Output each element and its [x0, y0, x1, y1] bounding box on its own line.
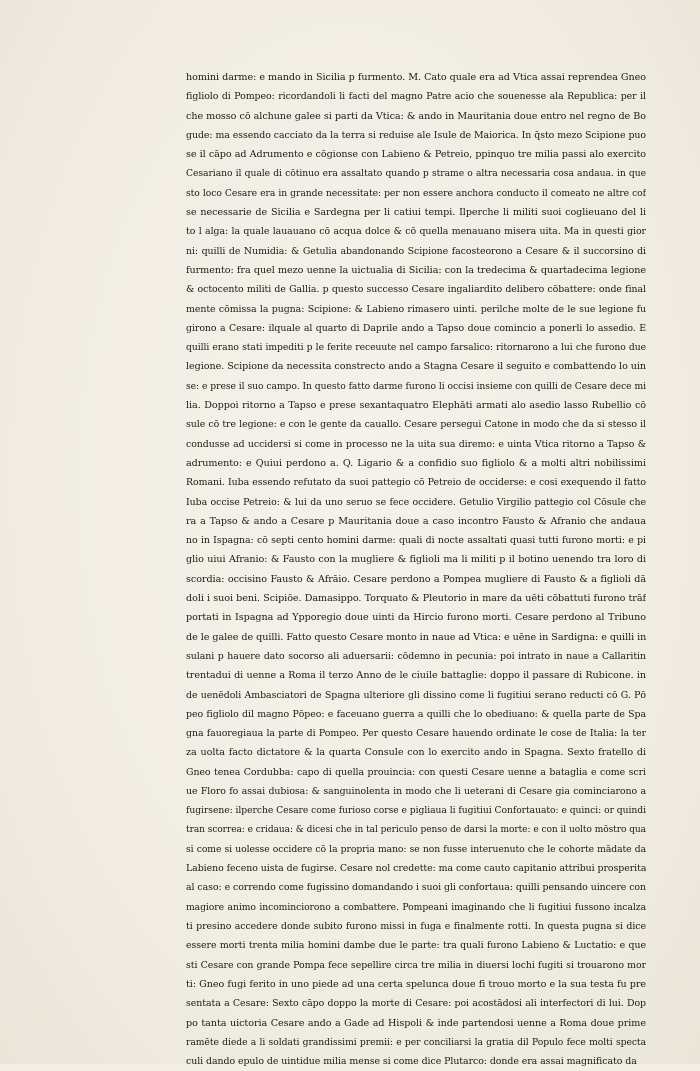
text-line: za uolta facto dictatore & la quarta Consule con lo exercito ando in Spagna. Sexto fratello di — [186, 747, 646, 759]
text-line: Labieno feceno uista de fugirse. Cesare nol credette: ma come cauto capitanio attribui prosperita — [186, 863, 646, 875]
text-line: girono a Cesare: ilquale al quarto di Daprile ando a Tapso doue comincio a ponerli lo assedio. E — [186, 322, 646, 334]
text-line: ti presino accedere donde subito furono missi in fuga e finalmente rotti. In questa pugna si dice — [186, 921, 646, 933]
text-line: po tanta uictoria Cesare ando a Gade ad Hispoli & inde partendosi uenne a Roma doue prime — [186, 1017, 646, 1029]
text-line: mente cōmissa la pugna: Scipione: & Labieno rimasero uinti. perilche molte de le sue legione fu — [186, 303, 646, 315]
text-line: che mosso cō alchune galee si parti da Vtica: & ando in Mauritania doue entro nel regno de Bo — [186, 110, 646, 122]
text-line: lia. Doppoi ritorno a Tapso e prese sexantaquatro Elephāti armati alo asedio lasso Rubellio cō — [186, 400, 646, 412]
text-line: sto loco Cesare era in grande necessitate: per non essere anchora conducto il comeato ne altre cof — [186, 187, 646, 199]
text-line: to l alga: la quale lauauano cō acqua dolce & cō quella menauano misera uita. Ma in questi gior — [186, 226, 646, 238]
text-line: ue Floro fo assai dubiosa: & sanguinolenta in modo che li ueterani di Cesare gia cominciarono a — [186, 785, 646, 797]
text-line: culi dando epulo de uintidue milia mense si come dice Plutarco: donde era assai magnificato da — [186, 1056, 637, 1068]
text-line: de uenēdoli Ambasciatori de Spagna ulteriore gli dissino come li fugitiui serano reducti cō G. Pō — [186, 689, 646, 701]
text-line: doli i suoi beni. Scipiōe. Damasippo. Torquato & Pleutorio in mare da uēti cōbattuti furono trāf — [186, 593, 646, 605]
text-line: Gneo tenea Cordubba: capo di quella prouincia: con questi Cesare uenne a bataglia e come scri — [186, 766, 646, 778]
text-line: al caso: e correndo come fugissino domandando i suoi gli confortaua: quilli pensando uincere con — [186, 882, 646, 894]
text-line: sulani p hauere dato socorso ali aduersarii: cōdemno in pecunia: poi intrato in naue a Callaritin — [186, 650, 646, 662]
text-line: de le galee de quilli. Fatto questo Cesare monto in naue ad Vtica: e uēne in Sardigna: e quilli in — [186, 631, 646, 643]
body-text — [186, 68, 646, 1071]
text-line: fugirsene: ilperche Cesare come furioso corse e pigliaua li fugitiui Confortauato: e quinci: or quindi — [186, 805, 646, 817]
text-line: essere morti trenta milia homini dambe due le parte: tra quali furono Labieno & Luctatio: e que — [186, 940, 646, 952]
text-line: Iuba occise Petreio: & lui da uno seruo se fece occidere. Getulio Virgilio pattegio col Cōsule che — [186, 496, 646, 508]
text-line: ramēte diede a li soldati grandissimi premii: e per conciliarsi la gratia dil Populo fece molti specta — [186, 1036, 646, 1048]
text-line: portati in Ispagna ad Ypporegio doue uinti da Hircio furono morti. Cesare perdono al Tribuno — [186, 612, 646, 624]
text-line: se necessarie de Sicilia e Sardegna per li catiui tempi. Ilperche li militi suoi coglieuano del li — [186, 207, 646, 219]
text-line: se: e prese il suo campo. In questo fatto darme furono li occisi insieme con quilli de Cesare dece mi — [186, 380, 646, 392]
text-line: scordia: occisino Fausto & Afrāio. Cesare perdono a Pompea mugliere di Fausto & a figlioli dā — [186, 573, 646, 585]
text-line: magiore animo incominciorono a combattere. Pompeani imaginando che li fugitiui fussono incalza — [186, 901, 646, 913]
text-line: trentadui di uenne a Roma il terzo Anno de le ciuile battaglie: doppo il passare di Rubicone. in — [186, 670, 646, 682]
text-line: Romani. Iuba essendo refutato da suoi pattegio cō Petreio de occiderse: e cosi exequendo il fatto — [186, 477, 646, 489]
text-line: figliolo di Pompeo: ricordandoli li facti del magno Patre acio che souenesse ala Republica: per il — [186, 91, 646, 103]
text-line: ti: Gneo fugi ferito in uno piede ad una certa spelunca doue fi trouo morto e la sua testa fu pre — [186, 978, 646, 990]
text-line: sule cō tre legione: e con le gente da cauallo. Cesare persegui Catone in modo che da si stesso il — [186, 419, 646, 431]
text-line: peo figliolo dil magno Pōpeo: e faceuano guerra a quilli che lo obediuano: & quella parte de Spa — [186, 708, 646, 720]
text-line: condusse ad uccidersi si come in processo ne la uita sua diremo: e uinta Vtica ritorno a Tapso & — [186, 438, 646, 450]
text-line: tran scorrea: e cridaua: & dicesi che in tal periculo penso de darsi la morte: e con il uolto mōstro qua — [186, 824, 646, 835]
text-line: Cesariano il quale di cōtinuo era assaltato quando p strame o altra necessaria cosa andaua. in que — [186, 168, 646, 180]
text-line: se il cāpo ad Adrumento e cōgionse con Labieno & Petreio, ppinquo tre milia passi alo exercito — [186, 149, 646, 161]
text-line: legione. Scipione da necessita constrecto ando a Stagna Cesare il seguito e combattendo lo uin — [186, 361, 646, 373]
text-line: ra a Tapso & ando a Cesare p Mauritania doue a caso incontro Fausto & Afranio che andaua — [186, 515, 646, 527]
text-line: gna fauoregiaua la parte di Pompeo. Per questo Cesare hauendo ordinate le cose de Italia: la ter — [186, 728, 646, 740]
text-line: glio uiui Afranio: & Fausto con la mugliere & figlioli ma li militi p il botino uenendo tra loro di — [186, 554, 646, 566]
text-line: si come si uolesse occidere cō la propria mano: se non fusse interuenuto che le cohorte mādate da — [186, 843, 646, 855]
text-line: adrumento: e Quiui perdono a. Q. Ligario & a confidio suo figliolo & a molti altri nobilissimi — [186, 457, 646, 469]
text-line: ni: quilli de Numidia: & Getulia abandonando Scipione facosteorono a Cesare & il succorsino di — [186, 245, 646, 257]
text-line: homini darme: e mando in Sicilia p furmento. M. Cato quale era ad Vtica assai reprendea Gneo — [186, 72, 646, 83]
text-line: gude: ma essendo cacciato da la terra si reduise ale Isule de Maiorica. In q̄sto mezo Scipione puo — [186, 129, 646, 141]
text-line: sentata a Cesare: Sexto cāpo doppo la morte di Cesare: poi acostādosi ali interfectori di lui. Dop — [186, 998, 646, 1010]
text-line: no in Ispagna: cō septi cento homini darme: quali di nocte assaltati quasi tutti furono morti: e pi — [186, 535, 646, 547]
text-line: furmento: fra quel mezo uenne la uictualia di Sicilia: con la tredecima & quartadecima legione — [186, 264, 646, 276]
text-line: sti Cesare con grande Pompa fece sepellire circa tre milia in diuersi lochi fugiti si trouarono mor — [186, 959, 646, 971]
text-line: quilli erano stati impediti p le ferite receuute nel campo farsalico: ritornarono a lui che furono due — [186, 342, 646, 354]
text-line: & octocento militi de Gallia. p questo successo Cesare ingaliardito delibero cōbattere: onde final — [186, 284, 646, 296]
